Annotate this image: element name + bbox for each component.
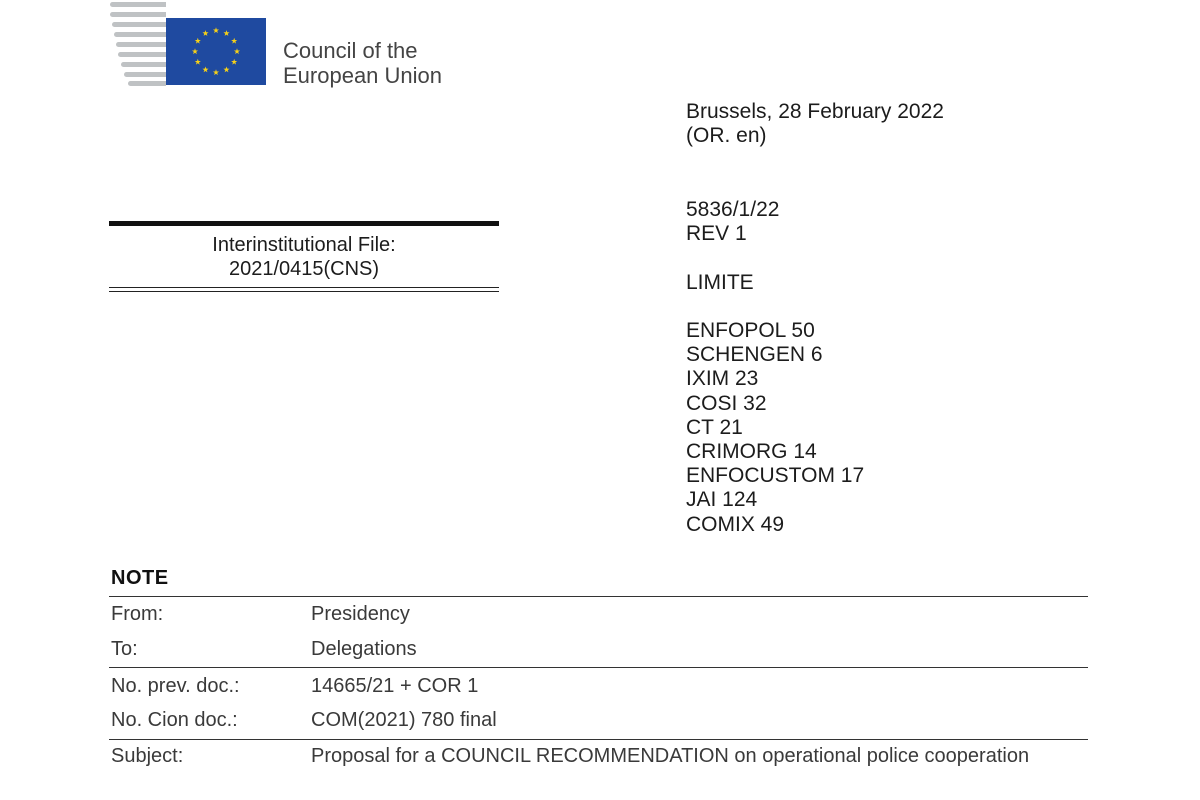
organization-name <box>283 38 442 88</box>
table-divider <box>109 667 1088 668</box>
table-divider <box>109 739 1088 740</box>
row-value-prev-doc: 14665/21 + COR 1 <box>311 675 479 697</box>
row-value-to: Delegations <box>311 638 417 660</box>
note-title: NOTE <box>111 567 169 589</box>
flag-star <box>234 48 240 54</box>
subject-code: CRIMORG 14 <box>686 440 817 464</box>
row-value-subject: Proposal for a COUNCIL RECOMMENDATION on operational police cooperation <box>311 745 1030 767</box>
row-label-prev-doc: No. prev. doc.: <box>111 675 240 697</box>
flag-star <box>213 27 219 33</box>
row-label-subject: Subject: <box>111 745 184 767</box>
row-value-cion-doc: COM(2021) 780 final <box>311 709 497 731</box>
file-box-bottom-rule <box>109 287 499 288</box>
original-language: (OR. en) <box>686 124 767 148</box>
flag-star <box>223 66 229 72</box>
subject-code: COMIX 49 <box>686 512 785 536</box>
classification-marking: LIMITE <box>686 271 754 294</box>
flag-star <box>192 48 198 54</box>
table-divider <box>109 596 1088 597</box>
row-label-cion-doc: No. Cion doc.: <box>111 709 238 731</box>
date-block <box>686 100 944 148</box>
interinstitutional-file-number: 2021/0415(CNS) <box>228 258 380 280</box>
subject-code: COSI 32 <box>686 391 767 415</box>
eu-flag-icon <box>166 18 266 85</box>
flag-star <box>223 30 229 36</box>
subject-code: SCHENGEN 6 <box>686 343 823 367</box>
interinstitutional-file-label: Interinstitutional File: <box>212 234 396 256</box>
flag-star <box>195 59 201 65</box>
row-label-from: From: <box>111 603 164 625</box>
subject-code: JAI 124 <box>686 488 758 512</box>
org-name-line2: European Union <box>283 63 443 88</box>
row-label-to: To: <box>111 638 138 660</box>
flag-star <box>231 59 237 65</box>
subject-code: IXIM 23 <box>686 367 759 391</box>
flag-star <box>202 30 208 36</box>
org-name-line1: Council of the <box>283 38 418 63</box>
file-box-bottom-rule <box>109 291 499 292</box>
subject-code: ENFOCUSTOM 17 <box>686 464 865 488</box>
file-box-top-rule <box>109 221 499 226</box>
flag-star <box>202 66 208 72</box>
reference-block <box>686 198 779 246</box>
council-building-stripes <box>110 2 166 86</box>
subject-code: ENFOPOL 50 <box>686 319 815 342</box>
document-revision: REV 1 <box>686 222 747 246</box>
row-value-from: Presidency <box>311 603 410 625</box>
flag-star <box>195 38 201 44</box>
document-number: 5836/1/22 <box>686 198 780 221</box>
subject-codes-list <box>686 319 864 537</box>
flag-star <box>231 38 237 44</box>
interinstitutional-file <box>109 233 499 281</box>
document-date: Brussels, 28 February 2022 <box>686 100 944 123</box>
subject-code: CT 21 <box>686 415 743 439</box>
flag-star <box>213 69 219 75</box>
